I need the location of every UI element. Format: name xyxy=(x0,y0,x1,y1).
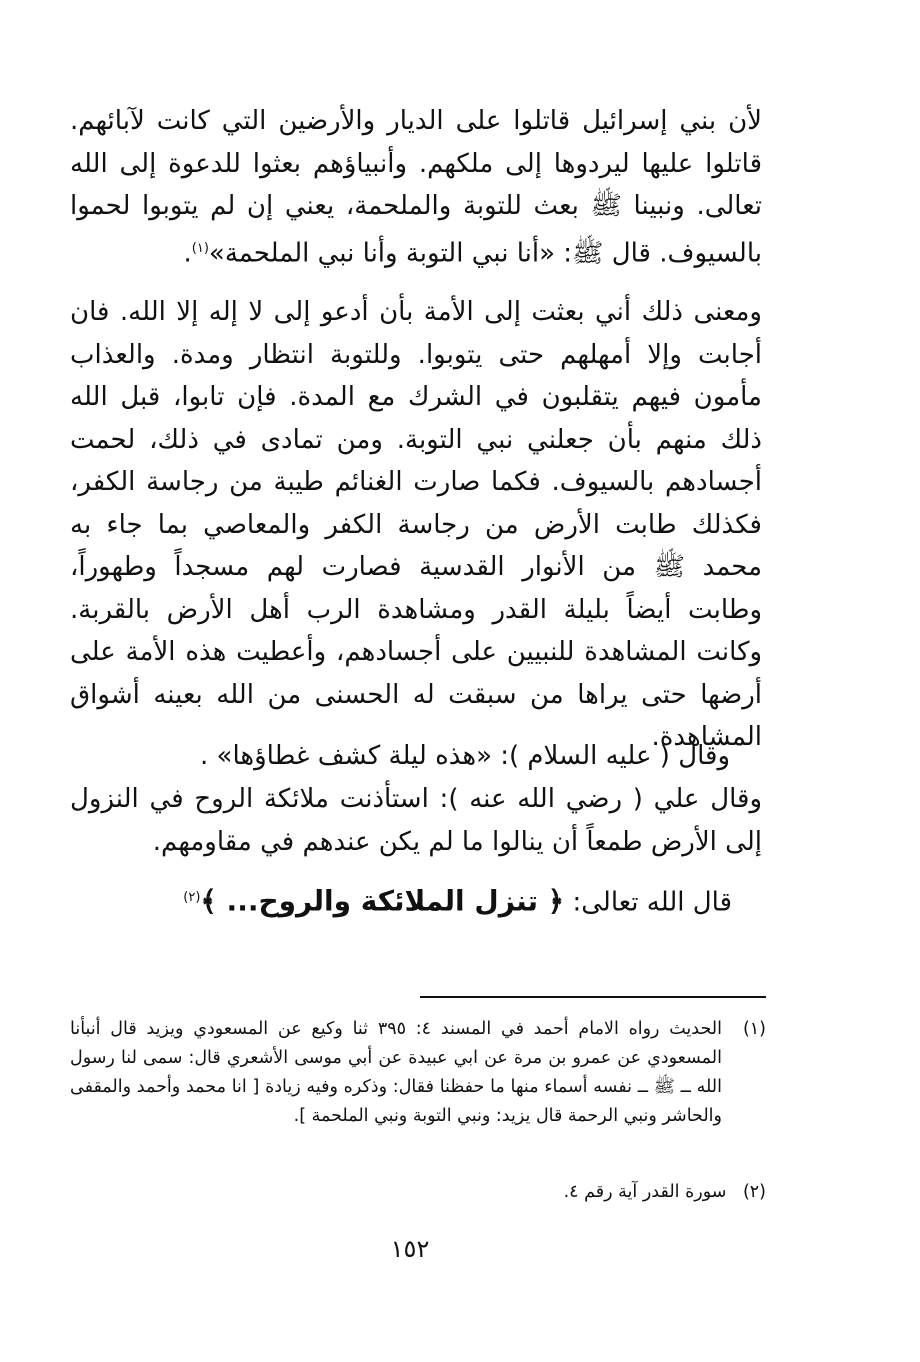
footnote-ref-1: (١) xyxy=(191,240,209,256)
paragraph-2: ومعنى ذلك أني بعثت إلى الأمة بأن أدعو إلى لا إله إلا الله. فان أجابت وإلا أمهلهم حتى يتوبوا. وللتوبة انتظار ومدة. والعذاب مأمون فيهم يتقلبون في الشرك مع المدة. فإن تابوا، قبل الله ذلك منهم بأن جعلني نبي التوبة. ومن تمادى في ذلك، لحمت أجسادهم بالسيوف. فكما صارت الغنائم طيبة من رجاسة الكفر، فكذلك طابت الأرض من رجاسة الكفر والمعاصي بما جاء به محمد ﷺ من الأنوار القدسية فصارت لهم مسجداً وطهوراً، وطابت أيضاً بليلة القدر ومشاهدة الرب أهل الأرض بالقربة. وكانت المشاهدة للنبيين على أجسادهم، وأعطيت هذه الأمة على أرضها حتى يراها من سبقت له الحسنى من الله بعينه أشواق المشاهدة. xyxy=(70,297,762,752)
paragraph-1-text: لأن بني إسرائيل قاتلوا على الديار والأرضين التي كانت لآبائهم. قاتلوا عليها ليردوها إلى ملكهم. وأنبياؤهم بعثوا للدعوة إلى الله تعالى. ونبينا ﷺ بعث للتوبة والملحمة، يعني إن لم يتوبوا لحموا بالسيوف. قال ﷺ: «أنا نبي التوبة وأنا نبي الملحمة» xyxy=(70,106,762,269)
quran-quote xyxy=(70,877,732,924)
footnote-ref-2: (٢) xyxy=(183,890,201,905)
page-number: ١٥٢ xyxy=(390,1235,430,1263)
footnote-2-text: سورة القدر آية رقم ٤. xyxy=(563,1182,727,1202)
footnote-1 xyxy=(70,1015,766,1131)
footnote-1-text: الحديث رواه الامام أحمد في المسند ٤: ٣٩٥ ثنا وكيع عن المسعودي ويزيد قال أنبأنا المسعودي عن عمرو بن مرة عن ابي عبيدة عن أبي موسى الأشعري قال: سمى لنا رسول الله ــ ﷺ ــ نفسه أسماء منها ما حفظنا فقال: وذكره وفيه زيادة [ انا محمد وأحمد والمقفى والحاشر ونبي الرحمة قال يزيد: ونبي التوبة ونبي الملحمة ]. xyxy=(70,1019,722,1126)
footnote-divider xyxy=(420,996,766,998)
footnote-2 xyxy=(70,1178,766,1207)
quran-verse: ﴿ تنزل الملائكة والروح... ﴾ xyxy=(200,884,565,918)
paragraph-3: وقال علي ( رضي الله عنه ): استأذنت ملائكة الروح في النزول إلى الأرض طمعاً أن ينالوا ما لم يكن عندهم في مقاومهم. xyxy=(70,784,762,857)
paragraph-1-end: . xyxy=(183,238,192,269)
footnote-1-number: (١) xyxy=(742,1019,766,1039)
quote-prophet: وقال ( عليه السلام ): «هذه ليلة كشف غطاؤها» . xyxy=(200,741,730,771)
quran-quote-intro: قال الله تعالى: xyxy=(564,887,732,918)
paragraph-1 xyxy=(70,100,762,275)
footnote-2-number: (٢) xyxy=(742,1182,766,1202)
